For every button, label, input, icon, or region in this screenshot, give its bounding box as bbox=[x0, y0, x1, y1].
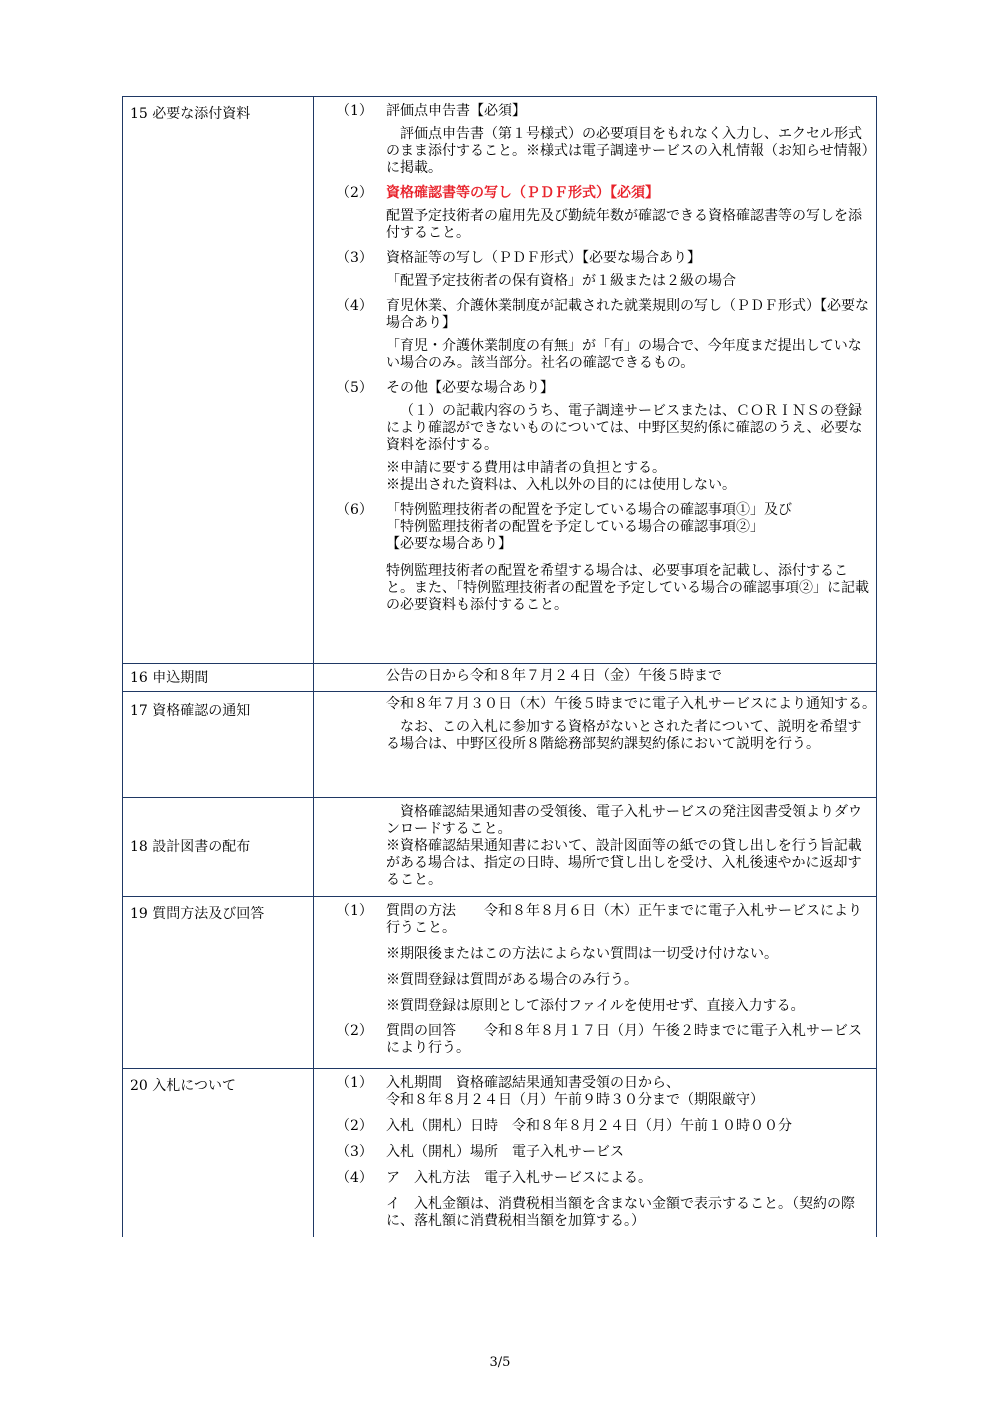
row-content bbox=[314, 798, 877, 897]
item-title: 入札（開札）日時 令和８年８月２４日（月）午前１０時００分 bbox=[386, 1118, 792, 1134]
table-row bbox=[123, 692, 877, 798]
row-label: 18 設計図書の配布 bbox=[123, 798, 314, 897]
item-text: 配置予定技術者の雇用先及び勤続年数が確認できる資格確認書等の写しを添付すること。 bbox=[386, 208, 862, 241]
row-label: 16 申込期間 bbox=[123, 664, 314, 692]
list-item bbox=[314, 502, 870, 553]
item-title: 育児休業、介護休業制度が記載された就業規則の写し（ＰＤＦ形式）【必要な場合あり】 bbox=[386, 298, 869, 331]
list-item bbox=[314, 1170, 870, 1187]
item-text: ※期限後またはこの方法によらない質問は一切受け付けない。 bbox=[386, 946, 778, 962]
row-content bbox=[314, 97, 877, 664]
item-number: （4） bbox=[336, 1170, 373, 1186]
list-item bbox=[314, 380, 870, 397]
item-number: （2） bbox=[336, 1023, 373, 1039]
item-title: 質問の回答 令和８年８月１７日（月）午後２時までに電子入札サービスにより行う。 bbox=[386, 1023, 862, 1056]
row-label: 17 資格確認の通知 bbox=[123, 692, 314, 798]
item-title-line: 令和８年８月２４日（月）午前９時３０分まで（期限厳守） bbox=[386, 1092, 764, 1108]
item-text: ※資格確認結果通知書において、設計図面等の紙での貸し出しを行う旨記載がある場合は、指定の日時、場所で貸し出しを受け、入札後速やかに返却すること。 bbox=[386, 838, 862, 888]
item-title-line: 入札期間 資格確認結果通知書受領の日から、 bbox=[386, 1075, 680, 1091]
item-text: イ 入札金額は、消費税相当額を含まない金額で表示すること。（契約の際に、落札額に消費税相当額を加算する。） bbox=[386, 1196, 855, 1229]
item-text: ※質問登録は原則として添付ファイルを使用せず、直接入力する。 bbox=[386, 998, 805, 1014]
item-text: 「育児・介護休業制度の有無」が「有」の場合で、今年度まだ提出していない場合のみ。該当部分。社名の確認できるもの。 bbox=[386, 338, 862, 371]
item-text: 「配置予定技術者の保有資格」が１級または２級の場合 bbox=[386, 273, 736, 289]
item-number: （2） bbox=[336, 185, 373, 201]
item-title: 質問の方法 令和８年８月６日（木）正午までに電子入札サービスにより行うこと。 bbox=[386, 903, 862, 936]
list-item bbox=[314, 1118, 870, 1135]
item-title-line: 「特例監理技術者の配置を予定している場合の確認事項①」及び bbox=[386, 502, 792, 518]
row-content bbox=[314, 664, 877, 692]
list-item bbox=[314, 903, 870, 937]
row-label: 20 入札について bbox=[123, 1069, 314, 1237]
item-text: 令和８年７月３０日（木）午後５時までに電子入札サービスにより通知する。 bbox=[386, 696, 876, 712]
requirements-table bbox=[122, 96, 877, 1237]
item-text: ※申請に要する費用は申請者の負担とする。 bbox=[386, 460, 666, 476]
item-number: （5） bbox=[336, 380, 373, 396]
item-text: 特例監理技術者の配置を希望する場合は、必要事項を記載し、添付すること。また、「特例監理技術者の配置を予定している場合の確認事項②」に記載の必要資料も添付すること。 bbox=[386, 563, 869, 613]
item-title: 資格証等の写し（ＰＤＦ形式）【必要な場合あり】 bbox=[386, 250, 701, 266]
item-text: 評価点申告書（第１号様式）の必要項目をもれなく入力し、エクセル形式のまま添付すること。※様式は電子調達サービスの入札情報（お知らせ情報）に掲載。 bbox=[386, 126, 869, 176]
row-content bbox=[314, 1069, 877, 1237]
item-number: （2） bbox=[336, 1118, 373, 1134]
item-text: ※提出された資料は、入札以外の目的には使用しない。 bbox=[386, 477, 736, 493]
item-title: ア 入札方法 電子入札サービスによる。 bbox=[386, 1170, 652, 1186]
item-title bbox=[386, 502, 870, 553]
item-text: 公告の日から令和８年７月２４日（金）午後５時まで bbox=[386, 668, 722, 684]
table-row bbox=[123, 798, 877, 897]
row-label: 15 必要な添付資料 bbox=[123, 97, 314, 664]
page-number: 3/5 bbox=[489, 1355, 511, 1370]
item-title: 資格確認書等の写し（ＰＤＦ形式）【必須】 bbox=[386, 185, 659, 201]
list-item bbox=[314, 298, 870, 332]
item-title-line: 「特例監理技術者の配置を予定している場合の確認事項②」 bbox=[386, 519, 764, 535]
item-text: なお、この入札に参加する資格がないとされた者について、説明を希望する場合は、中野区役所８階総務部契約課契約係において説明を行う。 bbox=[386, 719, 862, 752]
list-item bbox=[314, 103, 870, 120]
item-title-line: 【必要な場合あり】 bbox=[386, 536, 512, 552]
item-number: （4） bbox=[336, 298, 373, 314]
table-row bbox=[123, 897, 877, 1069]
row-content bbox=[314, 897, 877, 1069]
item-title: その他【必要な場合あり】 bbox=[386, 380, 554, 396]
item-number: （3） bbox=[336, 1144, 373, 1160]
list-item bbox=[314, 185, 870, 202]
item-number: （1） bbox=[336, 903, 373, 919]
list-item bbox=[314, 1023, 870, 1057]
item-text: 資格確認結果通知書の受領後、電子入札サービスの発注図書受領よりダウンロードすること。 bbox=[386, 804, 862, 837]
item-text: （１）の記載内容のうち、電子調達サービスまたは、ＣＯＲＩＮＳの登録により確認ができないものについては、中野区契約係に確認のうえ、必要な資料を添付する。 bbox=[386, 403, 863, 453]
row-content bbox=[314, 692, 877, 798]
item-number: （3） bbox=[336, 250, 373, 266]
item-text: ※質問登録は質問がある場合のみ行う。 bbox=[386, 972, 638, 988]
table-row bbox=[123, 664, 877, 692]
table-row bbox=[123, 1069, 877, 1237]
list-item bbox=[314, 1075, 870, 1109]
row-label: 19 質問方法及び回答 bbox=[123, 897, 314, 1069]
item-title bbox=[386, 1075, 870, 1109]
item-number: （1） bbox=[336, 103, 373, 119]
item-title: 評価点申告書【必須】 bbox=[386, 103, 526, 119]
item-title: 入札（開札）場所 電子入札サービス bbox=[386, 1144, 624, 1160]
list-item bbox=[314, 1144, 870, 1161]
list-item bbox=[314, 250, 870, 267]
item-number: （1） bbox=[336, 1075, 373, 1091]
table-row bbox=[123, 97, 877, 664]
item-number: （6） bbox=[336, 502, 373, 518]
